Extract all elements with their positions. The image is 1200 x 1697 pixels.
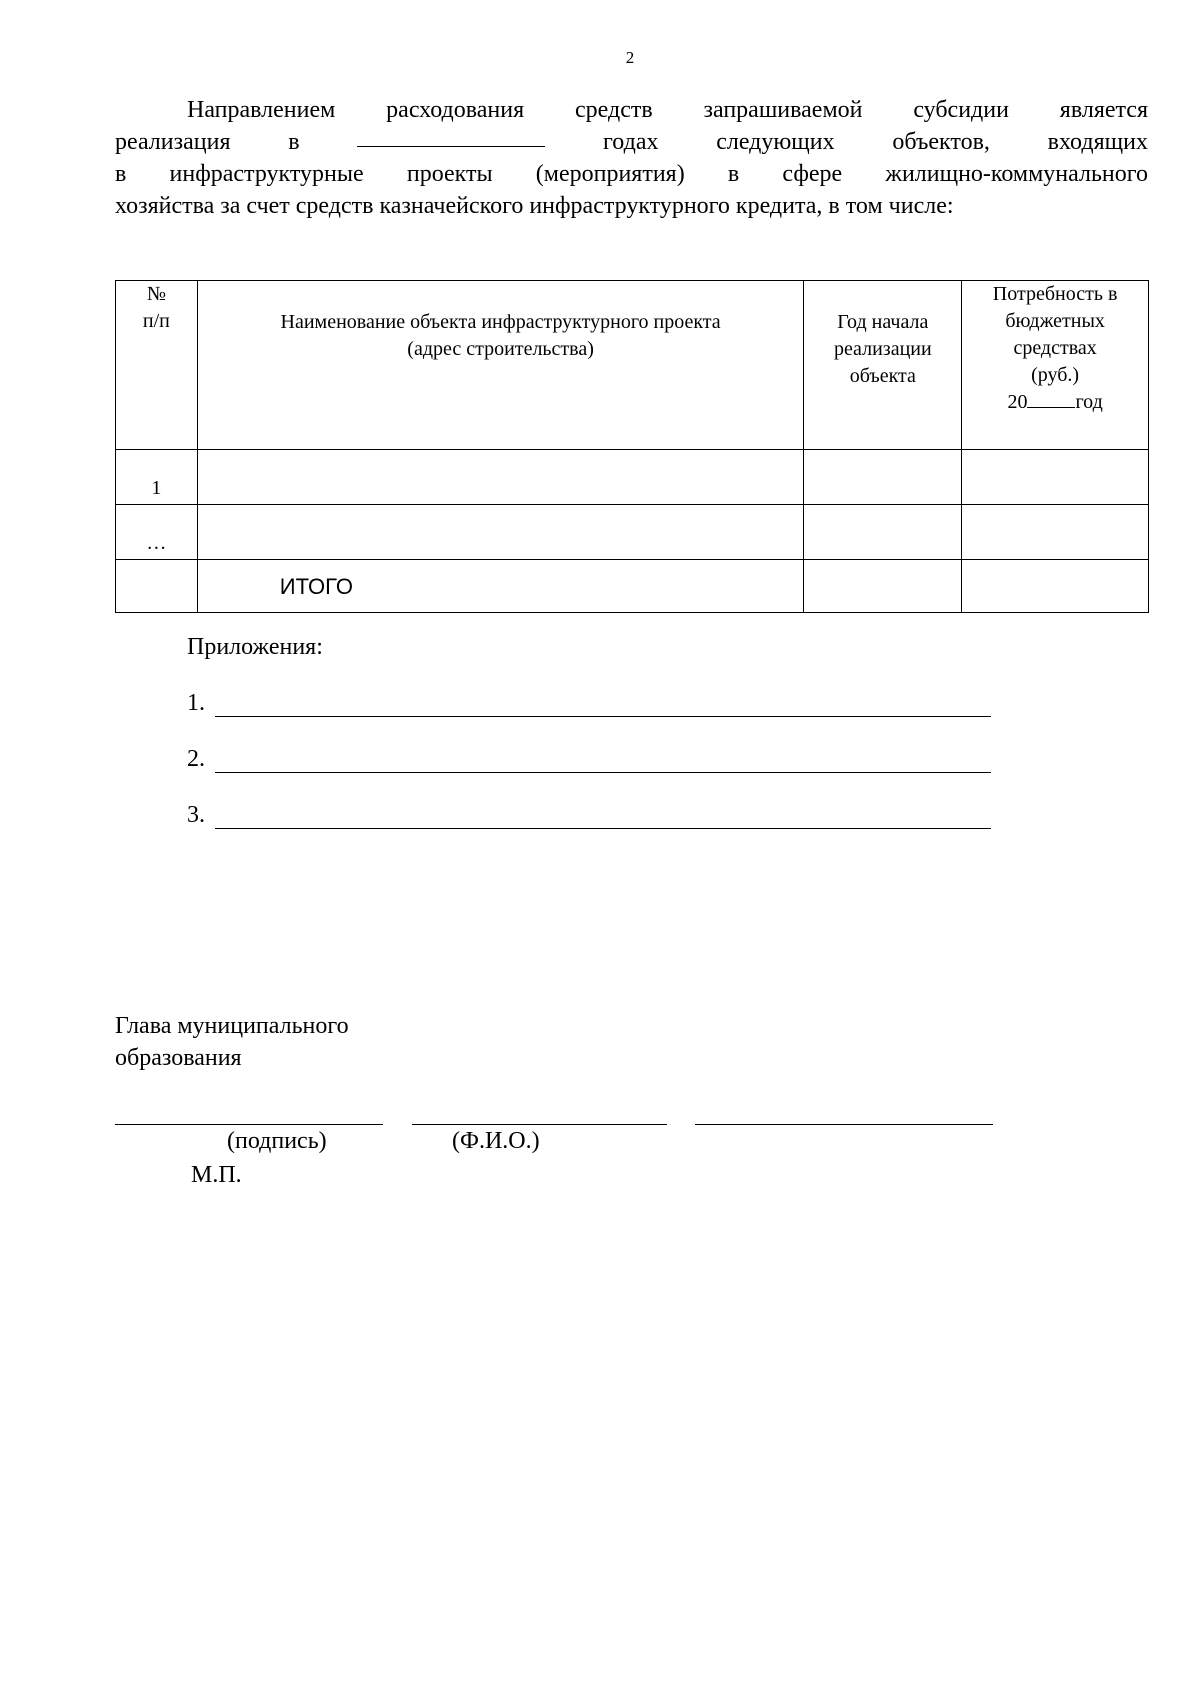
attachment-number: 3. [187,802,205,828]
header-start-year-line: Год начала [837,311,929,333]
intro-word: субсидии [913,97,1009,123]
header-start-year-line: объекта [849,365,916,387]
intro-word: Направлением [187,97,336,123]
intro-word: инфраструктурные [169,161,364,187]
signature-label: (подпись) [227,1128,327,1154]
header-number-sign: № [146,283,166,305]
header-budget-year [962,389,1148,416]
table-header-row [116,281,1149,450]
year-blank-field[interactable] [1027,389,1075,408]
table-row [116,450,1149,505]
intro-word: реализация [115,129,231,155]
object-name-cell[interactable] [197,505,804,560]
intro-word: расходования [386,97,525,123]
intro-word: (мероприятия) [535,161,685,187]
name-blank-field[interactable] [412,1124,667,1125]
intro-line-2 [115,126,1148,158]
signatory-title [115,1010,349,1074]
header-start-year-line: реализации [833,338,932,360]
total-need-cell[interactable] [962,560,1149,613]
start-year-cell[interactable] [804,505,962,560]
attachment-blank-field[interactable] [215,690,991,717]
intro-word: объектов, [892,129,990,155]
extra-blank-field[interactable] [695,1124,993,1125]
attachment-blank-field[interactable] [215,746,991,773]
header-number [116,281,198,450]
attachment-blank-field[interactable] [215,802,991,829]
attachment-item [187,746,991,773]
header-object-name [197,281,804,450]
name-label: (Ф.И.О.) [452,1128,540,1154]
total-label: ИТОГО [197,560,804,613]
budget-need-cell[interactable] [962,505,1149,560]
attachment-number: 1. [187,690,205,716]
header-budget-need-line: (руб.) [1031,364,1080,386]
header-budget-need-line: Потребность в [992,283,1118,305]
years-blank-field[interactable] [357,126,545,147]
intro-line-3 [115,158,1148,190]
intro-word: проекты [406,161,493,187]
total-year-cell[interactable] [804,560,962,613]
start-year-cell[interactable] [804,450,962,505]
header-start-year [804,281,962,450]
intro-word: жилищно-коммунального [885,161,1148,187]
intro-word: входящих [1047,129,1148,155]
intro-word: является [1059,97,1148,123]
attachment-number: 2. [187,746,205,772]
seal-label: М.П. [191,1162,242,1188]
intro-word: средств [575,97,653,123]
intro-line-1 [115,94,1148,126]
header-budget-need-line: средствах [1013,337,1097,359]
header-budget-need [962,281,1149,450]
header-object-name-line: Наименование объекта инфраструктурного проекта [280,311,721,333]
header-year-prefix: 20 [1007,391,1028,413]
objects-table [115,280,1149,613]
signature-blank-field[interactable] [115,1124,383,1125]
row-number: 1 [116,450,198,505]
signatory-title-line: образования [115,1045,242,1071]
row-number: … [116,505,198,560]
intro-paragraph [115,94,1148,222]
object-name-cell[interactable] [197,450,804,505]
intro-word: сфере [782,161,843,187]
intro-word: запрашиваемой [703,97,863,123]
attachment-item [187,690,991,717]
header-object-address-line: (адрес строительства) [407,338,594,360]
intro-line-4: хозяйства за счет средств казначейского инфраструктурного кредита, в том числе: [115,193,954,219]
signatory-title-line: Глава муниципального [115,1013,349,1039]
page-number: 2 [625,48,635,67]
intro-word: в [727,161,740,187]
table-total-row [116,560,1149,613]
header-number-abbr: п/п [142,310,170,332]
table-row [116,505,1149,560]
intro-word: в [288,129,300,155]
attachment-item [187,802,991,829]
budget-need-cell[interactable] [962,450,1149,505]
intro-word: годах [603,129,659,155]
attachments-title: Приложения: [187,634,323,660]
intro-word: в [115,161,127,187]
header-year-suffix: год [1075,391,1103,413]
total-number-cell [116,560,198,613]
intro-word: следующих [716,129,835,155]
header-budget-need-line: бюджетных [1005,310,1105,332]
